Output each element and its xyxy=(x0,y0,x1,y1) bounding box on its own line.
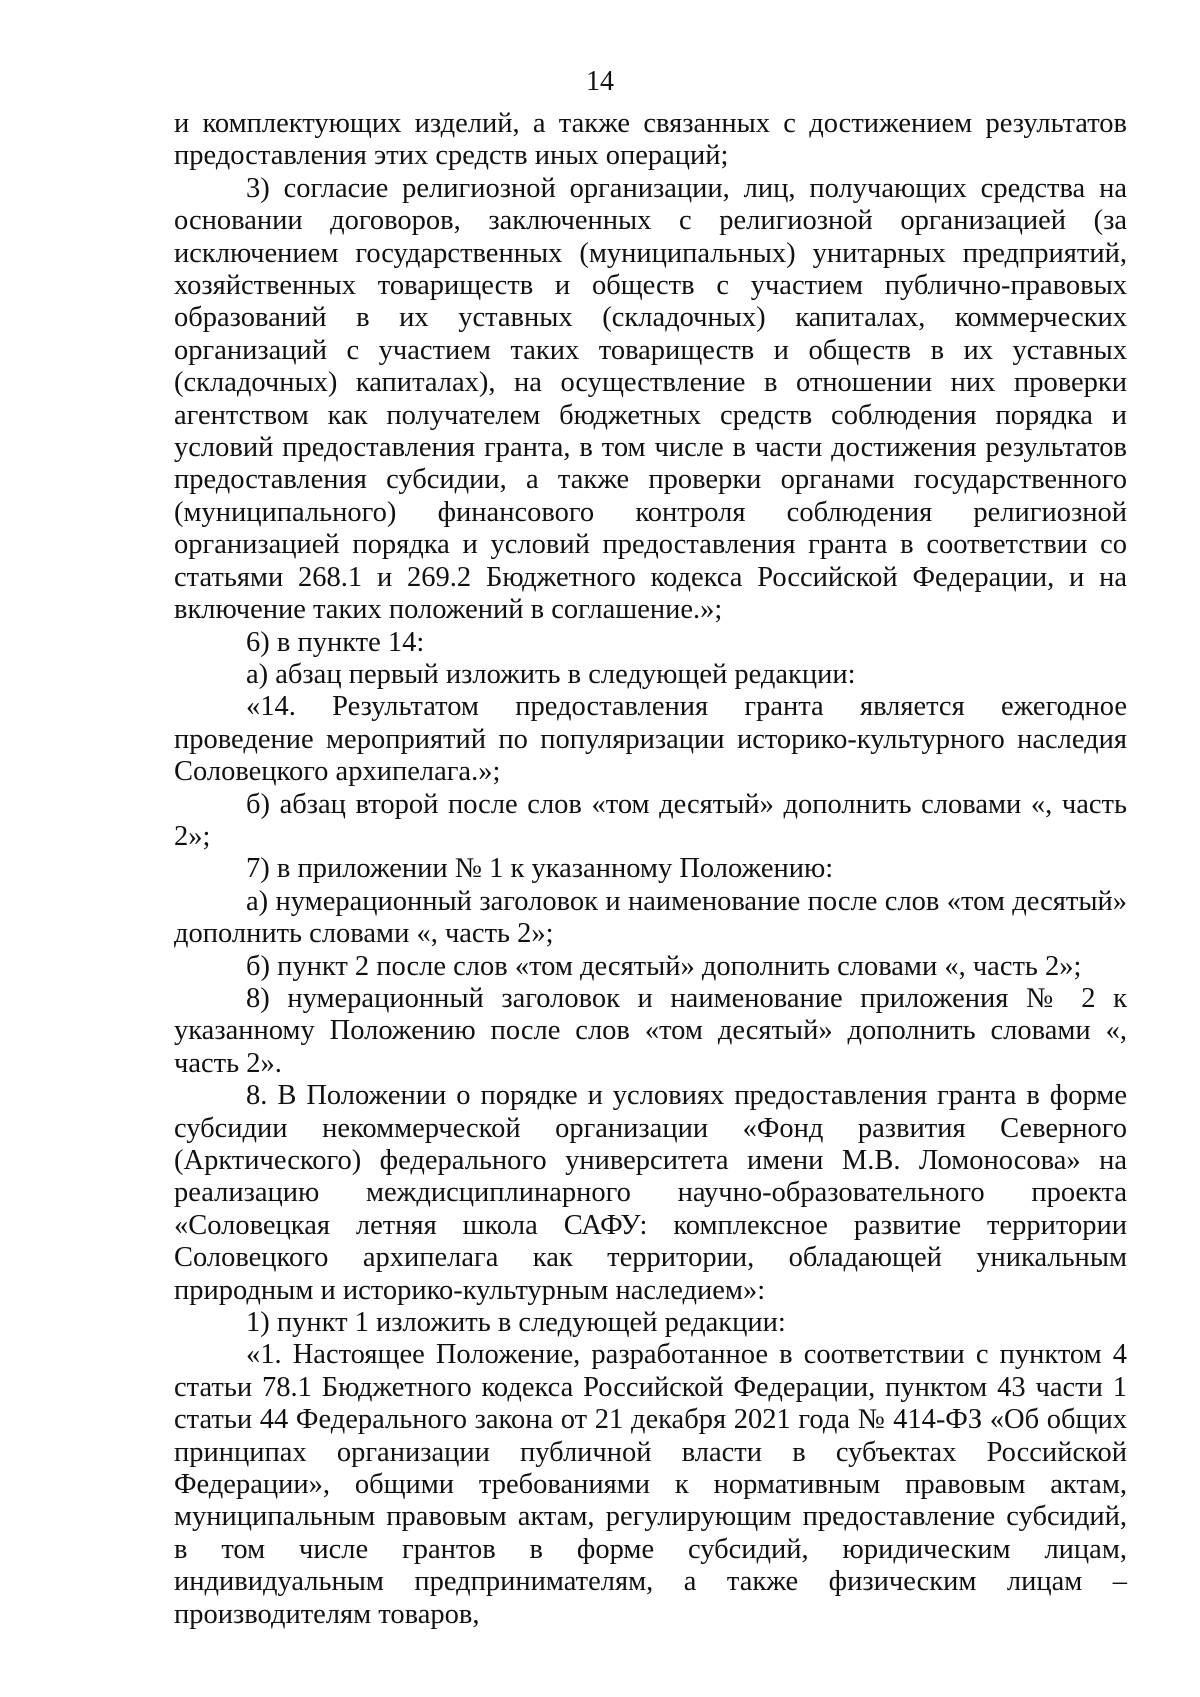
paragraph-5: «14. Результатом предоставления гранта является ежегодное проведение мероприятий по популяризации историко-культурного наследия Соловецкого архипелага.»; xyxy=(174,691,1127,788)
paragraph-7: 7) в приложении № 1 к указанному Положению: xyxy=(246,853,834,885)
paragraph-1: и комплектующих изделий, а также связанных с достижением результатов предоставления этих средств иных операций; xyxy=(174,108,1127,172)
paragraph-4: а) абзац первый изложить в следующей редакции: xyxy=(246,658,856,690)
paragraph-11: 8. В Положении о порядке и условиях предоставления гранта в форме субсидии некоммерческой организации «Фонд развития Северного (Арктического) федерального университета имени М.В. Ломоносова» на реализацию междисциплинарного научно-образовательного проекта «Соловецкая летняя школа САФУ: комплексное развитие территории Соловецкого архипелага как территории, обладающей уникальным природным и историко-культурным наследием»: xyxy=(174,1080,1127,1306)
paragraph-9: б) пункт 2 после слов «том десятый» дополнить словами «, часть 2»; xyxy=(246,950,1082,982)
paragraph-12: 1) пункт 1 изложить в следующей редакции: xyxy=(246,1307,786,1339)
paragraph-2: 3) согласие религиозной организации, лиц, получающих средства на основании договоров, заключенных с религиозной организацией (за исключением государственных (муниципальных) унитарных предприятий, хозяйственных товариществ и обществ с участием публично-правовых образований в их уставных (складочных) капиталах, коммерческих организаций с участием таких товариществ и обществ в их уставных (складочных) капиталах), на осуществление в отношении них проверки агентством как получателем бюджетных средств соблюдения порядка и условий предоставления гранта, в том числе в части достижения результатов предоставления субсидии, а также проверки органами государственного (муниципального) финансового контроля соблюдения религиозной организацией порядка и условий предоставления гранта в соответствии со статьями 268.1 и 269.2 Бюджетного кодекса Российской Федерации, и на включение таких положений в соглашение.»; xyxy=(174,172,1127,626)
paragraph-10: 8) нумерационный заголовок и наименование приложения № 2 к указанному Положению после слов «том десятый» дополнить словами «, часть 2». xyxy=(174,982,1127,1079)
document-body xyxy=(174,108,1127,1631)
paragraph-8: а) нумерационный заголовок и наименование после слов «том десятый» дополнить словами «, часть 2»; xyxy=(174,885,1127,950)
paragraph-13: «1. Настоящее Положение, разработанное в соответствии с пунктом 4 статьи 78.1 Бюджетного кодекса Российской Федерации, пунктом 43 части 1 статьи 44 Федерального закона от 21 декабря 2021 года № 414-ФЗ «Об общих принципах организации публичной власти в субъектах Российской Федерации», общими требованиями к нормативным правовым актам, муниципальным правовым актам, регулирующим предоставление субсидий, в том числе грантов в форме субсидий, юридическим лицам, индивидуальным предпринимателям, а также физическим лицам – производителям товаров, xyxy=(174,1339,1127,1630)
paragraph-3: 6) в пункте 14: xyxy=(246,626,425,658)
paragraph-6: б) абзац второй после слов «том десятый» дополнить словами «, часть 2»; xyxy=(174,788,1127,852)
page-number: 14 xyxy=(586,66,614,97)
